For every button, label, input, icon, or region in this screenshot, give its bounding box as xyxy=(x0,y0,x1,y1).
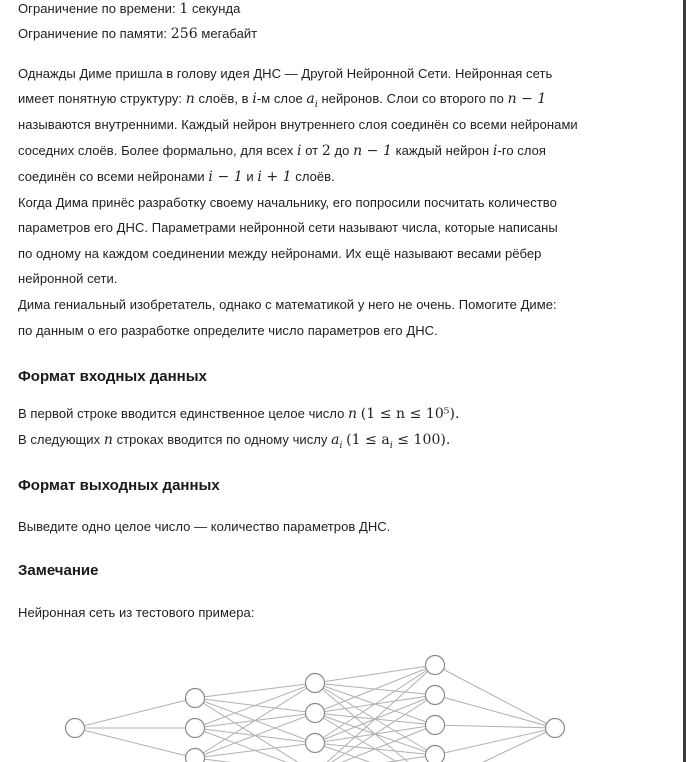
time-limit-value: 1 xyxy=(179,1,189,17)
text-span: -го слоя xyxy=(497,143,546,158)
statement-line-6: Когда Дима принёс разработку своему начальнику, его попросили посчитать количество xyxy=(18,195,557,210)
math-n: n xyxy=(103,432,113,448)
text-span: строках вводится по одному числу xyxy=(116,432,328,447)
network-edge xyxy=(435,695,555,728)
math-a: a xyxy=(331,432,340,448)
text-span: каждый нейрон xyxy=(395,143,490,158)
network-node xyxy=(186,689,205,708)
network-edge xyxy=(75,698,195,728)
network-edge xyxy=(195,683,315,728)
network-edge xyxy=(195,683,315,758)
memory-limit-label: Ограничение по памяти: xyxy=(18,26,168,41)
output-line-1: Выведите одно целое число — количество параметров ДНС. xyxy=(18,519,391,534)
text-span: -м слое xyxy=(256,91,303,106)
text-span: нейронов. Слои со второго по xyxy=(321,91,504,106)
math-n-constraint: (1 ≤ n ≤ 10⁵). xyxy=(360,406,460,422)
network-edge xyxy=(315,713,435,762)
math-cond-start: (1 ≤ a xyxy=(346,432,390,448)
text-span: В первой строке вводится единственное целое число xyxy=(18,406,345,421)
statement-line-3: называются внутренними. Каждый нейрон внутреннего слоя соединён со всеми нейронами xyxy=(18,117,578,132)
note-heading: Замечание xyxy=(18,562,99,579)
network-edge xyxy=(315,683,435,762)
text-span: до xyxy=(334,143,350,158)
network-node xyxy=(186,719,205,738)
network-edge xyxy=(435,728,555,762)
statement-line-9: нейронной сети. xyxy=(18,271,118,286)
output-format-heading: Формат выходных данных xyxy=(18,477,220,494)
memory-limit-value: 256 xyxy=(170,26,198,42)
math-n: n xyxy=(348,406,358,422)
math-sub-i: i xyxy=(314,99,318,110)
math-sub-i: i xyxy=(389,440,393,451)
text-span: слоёв, в xyxy=(198,91,249,106)
time-limit-label: Ограничение по времени: xyxy=(18,1,176,16)
network-node xyxy=(306,734,325,753)
text-span: имеет понятную структуру: xyxy=(18,91,183,106)
text-span: соединён со всеми нейронами xyxy=(18,169,205,184)
network-edge xyxy=(435,725,555,728)
network-node xyxy=(66,719,85,738)
network-node xyxy=(426,746,445,762)
network-node xyxy=(426,656,445,675)
network-edge xyxy=(195,743,315,758)
network-node xyxy=(426,686,445,705)
memory-limit-unit: мегабайт xyxy=(201,26,258,41)
math-n: n xyxy=(185,91,195,107)
network-edge xyxy=(315,665,435,762)
text-span: от xyxy=(305,143,319,158)
network-edge xyxy=(195,683,315,698)
statement-line-1: Однажды Диме пришла в голову идея ДНС — Другой Нейронной Сети. Нейронная сеть xyxy=(18,66,553,81)
statement-line-10: Дима гениальный изобретатель, однако с математикой у него не очень. Помогите Диме: xyxy=(18,297,557,312)
math-i: i xyxy=(492,143,498,159)
text-span: В следующих xyxy=(18,432,101,447)
statement-line-11: по данным о его разработке определите число параметров его ДНС. xyxy=(18,323,438,338)
text-span: и xyxy=(246,169,254,184)
network-node xyxy=(426,716,445,735)
network-edge xyxy=(435,665,555,728)
math-i: i xyxy=(296,143,302,159)
network-edge xyxy=(315,695,435,762)
network-node xyxy=(546,719,565,738)
network-edge xyxy=(435,728,555,755)
network-node xyxy=(306,704,325,723)
input-format-heading: Формат входных данных xyxy=(18,368,207,385)
statement-line-7: параметров его ДНС. Параметрами нейронной сети называют числа, которые написаны xyxy=(18,220,558,235)
math-2: 2 xyxy=(321,143,331,159)
math-n-minus-1: n − 1 xyxy=(507,91,547,107)
network-node xyxy=(306,674,325,693)
math-sub-i: i xyxy=(339,440,343,451)
statement-line-8: по одному на каждом соединении между нейронами. Их ещё называют весами рёбер xyxy=(18,246,542,261)
network-edge xyxy=(315,665,435,683)
network-edge xyxy=(315,743,435,762)
math-cond-end: ≤ 100). xyxy=(397,432,451,448)
note-line-1: Нейронная сеть из тестового примера: xyxy=(18,605,255,620)
network-node xyxy=(186,749,205,762)
math-i: i xyxy=(252,91,257,107)
math-i-plus-1: i + 1 xyxy=(257,169,292,185)
time-limit-unit: секунда xyxy=(191,1,241,16)
text-span: соседних слоёв. Более формально, для всех xyxy=(18,143,294,158)
text-span: слоёв. xyxy=(295,169,335,184)
network-edge xyxy=(75,728,195,758)
network-nodes xyxy=(66,656,565,762)
math-i-minus-1: i − 1 xyxy=(208,169,243,185)
network-edge xyxy=(315,665,435,743)
math-a: a xyxy=(306,91,315,107)
network-edge xyxy=(195,713,315,758)
math-n-minus-1: n − 1 xyxy=(353,143,392,159)
